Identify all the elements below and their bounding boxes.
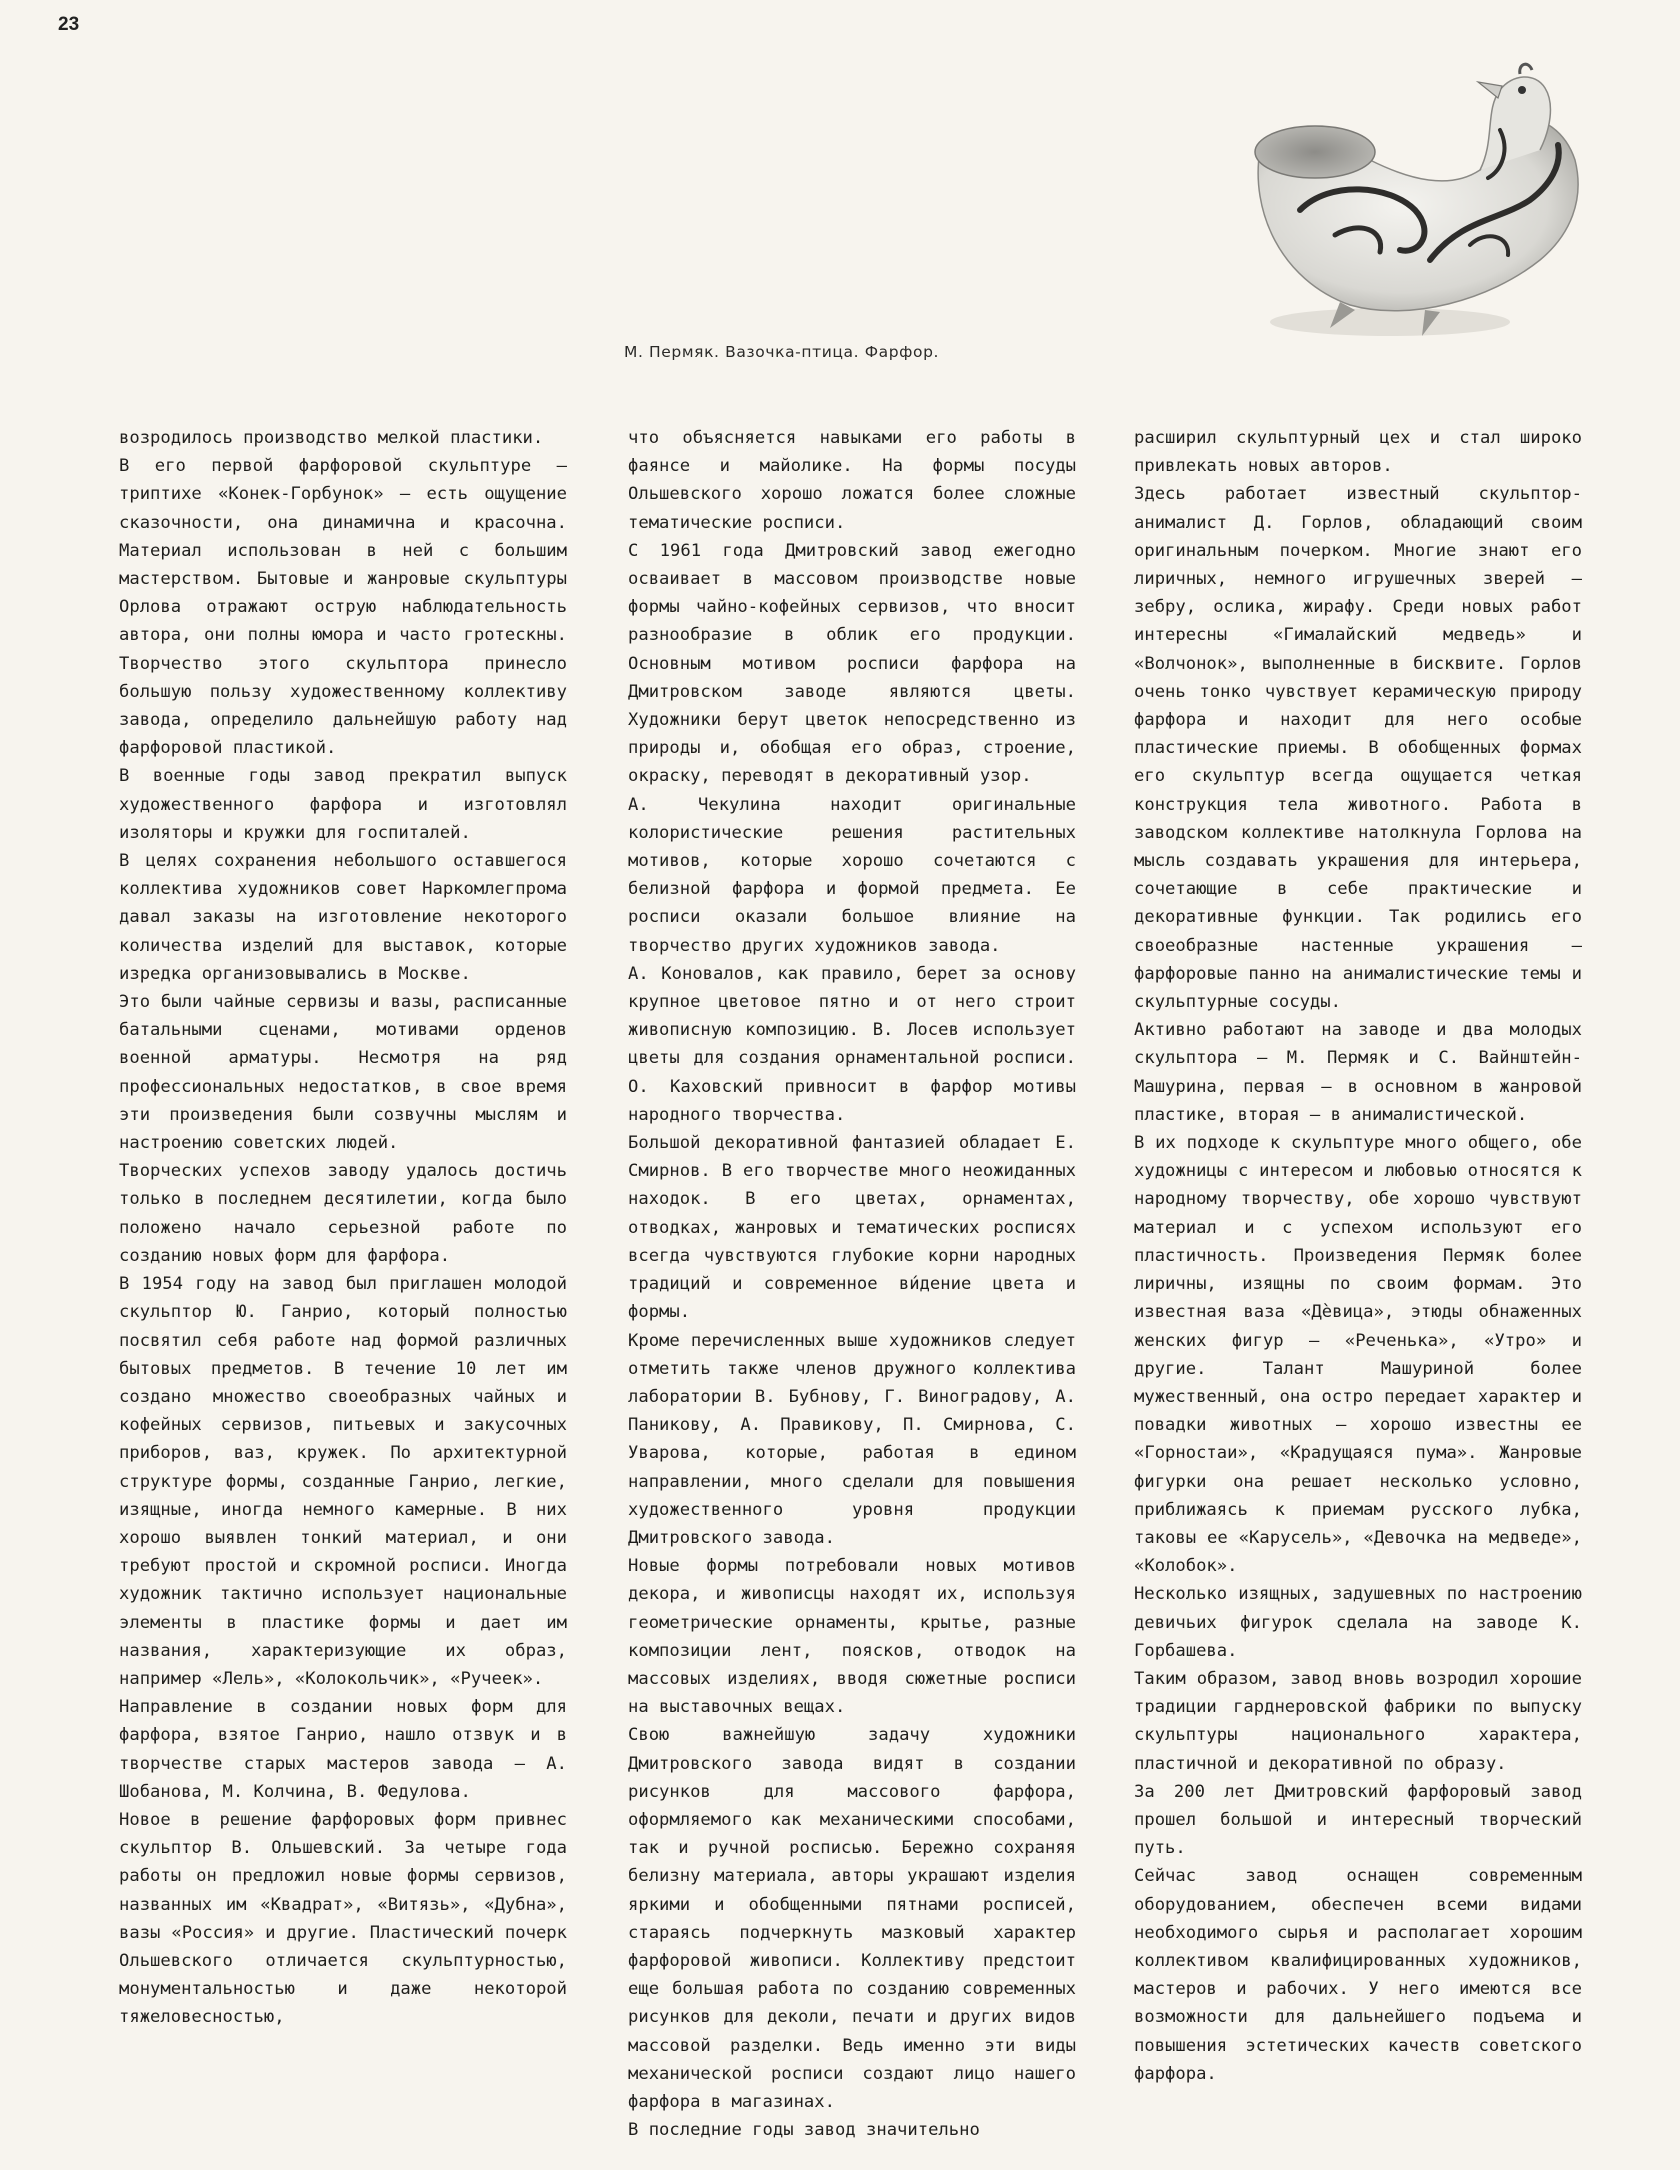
paragraph: Новое в решение фарфоровых форм привнес скульптор В. Ольшевский. За четыре года работы он предложил новые формы сервизов, названных им «Квадрат», «Витязь», «Дубна», вазы «Россия» и другие. Пластический почерк Ольшевского отличается скульптурностью, монументальностью и даже некоторой тяжеловесностью, [119, 1809, 567, 2028]
paragraph: А. Чекулина находит оригинальные колористические решения растительных мотивов, которые хорошо сочетаются с белизной фарфора и формой предмета. Ее росписи оказали большое влияние на творчество других художников завода. [628, 794, 1076, 956]
text-column-2 [628, 424, 1076, 2144]
paragraph: что объясняется навыками его работы в фаянсе и майолике. На формы посуды Ольшевского хорошо ложатся более сложные тематические росписи. [628, 428, 1076, 533]
paragraph: Свою важнейшую задачу художники Дмитровского завода видят в создании рисунков для массового фарфора, оформляемого как механическими способами, так и ручной росписью. Бережно сохраняя белизну материала, авторы украшают изделия яркими и обобщенными пятнами росписей, стараясь подчеркнуть мазковый характер фарфоровой живописи. Коллективу предстоит еще большая работа по созданию современных рисунков для деколи, печати и других видов массовой разделки. Ведь именно эти виды механической росписи создают лицо нашего фарфора в магазинах. [628, 1725, 1076, 2112]
paragraph: возродилось производство мелкой пластики. [119, 428, 544, 448]
paragraph: Направление в создании новых форм для фарфора, взятое Ганрио, нашло отзвук и в творчестве старых мастеров завода — А. Шобанова, М. Колчина, В. Федулова. [119, 1697, 567, 1802]
paragraph: расширил скульптурный цех и стал широко привлекать новых авторов. [1134, 428, 1582, 477]
paragraph: Большой декоративной фантазией обладает Е. Смирнов. В его творчестве много неожиданных находок. В его цветах, орнаментах, отводках, жанровых и тематических росписях всегда чувствуются глубокие корни народных традиций и современное ви́дение цвета и формы. [628, 1133, 1076, 1323]
paragraph: Кроме перечисленных выше художников следует отметить также членов дружного коллектива лаборатории В. Бубнову, Г. Виноградову, А. Паникову, А. Правикову, П. Смирнова, С. Уварова, которые, работая в едином направлении, много сделали для повышения художественного уровня продукции Дмитровского завода. [628, 1330, 1076, 1548]
paragraph: А. Коновалов, как правило, берет за основу крупное цветовое пятно и от него строит живописную композицию. В. Лосев использует цветы для создания орнаментальной росписи. О. Каховский привносит в фарфор мотивы народного творчества. [628, 963, 1076, 1125]
paragraph: В его первой фарфоровой скульптуре — триптихе «Конек-Горбунок» — есть ощущение сказочности, она динамична и красочна. Материал использован в ней с большим мастерством. Бытовые и жанровые скульптуры Орлова отражают острую наблюдательность автора, они полны юмора и часто гротескны. Творчество этого скульптора принесло большую пользу художественному коллективу завода, определило дальнейшую работу над фарфоровой пластикой. [119, 456, 567, 759]
text-column-3 [1134, 424, 1582, 2088]
paragraph: В военные годы завод прекратил выпуск художественного фарфора и изготовлял изоляторы и кружки для госпиталей. [119, 766, 567, 843]
paragraph: С 1961 года Дмитровский завод ежегодно осваивает в массовом производстве новые формы чайно-кофейных сервизов, что вносит разнообразие в облик его продукции. Основным мотивом росписи фарфора на Дмитровском заводе являются цветы. Художники берут цветок непосредственно из природы и, обобщая его образ, строение, окраску, переводят в декоративный узор. [628, 540, 1076, 787]
text-column-1 [119, 424, 567, 2032]
paragraph: Сейчас завод оснащен современным оборудованием, обеспечен всеми видами необходимого сырья и располагает хорошим коллективом квалифицированных художников, мастеров и рабочих. У него имеются все возможности для дальнейшего подъема и повышения эстетических качеств советского фарфора. [1134, 1866, 1582, 2084]
bird-vase-illustration [1240, 60, 1590, 360]
paragraph: В последние годы завод значительно [628, 2120, 980, 2141]
paragraph: Активно работают на заводе и два молодых скульптора — М. Пермяк и С. Вайнштейн-Машурина, первая — в основном в жанровой пластике, вторая — в анималистической. [1134, 1020, 1582, 1125]
paragraph: Здесь работает известный скульптор-анималист Д. Горлов, обладающий своим оригинальным почерком. Многие знают его лиричных, немного игрушечных зверей — зебру, ослика, жирафу. Среди новых работ интересны «Гималайский медведь» и «Волчонок», выполненные в бисквите. Горлов очень тонко чувствует керамическую природу фарфора и находит для него особые пластические приемы. В обобщенных формах его скульптур всегда ощущается четкая конструкция тела животного. Работа в заводском коллективе натолкнула Горлова на мысль создавать украшения для интерьера, сочетающие в себе практические и декоративные функции. Так родились его своеобразные настенные украшения — фарфоровые панно на анималистические темы и скульптурные сосуды. [1134, 484, 1582, 1013]
page-number: 23 [58, 14, 80, 35]
paragraph: Это были чайные сервизы и вазы, расписанные батальными сценами, мотивами орденов военной арматуры. Несмотря на ряд профессиональных недостатков, в свое время эти произведения были созвучны мыслям и настроению советских людей. [119, 992, 567, 1154]
article-body [119, 424, 1619, 2144]
paragraph: Творческих успехов заводу удалось достичь только в последнем десятилетии, когда было положено начало серьезной работе по созданию новых форм для фарфора. [119, 1161, 567, 1266]
paragraph: Несколько изящных, задушевных по настроению девичьих фигурок сделала на заводе К. Горбашева. [1134, 1584, 1582, 1661]
paragraph: Новые формы потребовали новых мотивов декора, и живописцы находят их, используя геометрические орнаменты, крытье, разные композиции лент, поясков, отводок на массовых изделиях, вводя сюжетные росписи на выставочных вещах. [628, 1556, 1076, 1718]
paragraph: В 1954 году на завод был приглашен молодой скульптор Ю. Ганрио, который полностью посвятил себя работе над формой различных бытовых предметов. В течение 10 лет им создано множество своеобразных чайных и кофейных сервизов, питьевых и закусочных приборов, ваз, кружек. По архитектурной структуре формы, созданные Ганрио, легкие, изящные, иногда немного камерные. В них хорошо выявлен тонкий материал, и они требуют простой и скромной росписи. Иногда художник тактично использует национальные элементы в пластике формы и дает им названия, характеризующие их образ, например «Лель», «Колокольчик», «Ручеек». [119, 1274, 567, 1689]
paragraph: В целях сохранения небольшого оставшегося коллектива художников совет Наркомлегпрома давал заказы на изготовление некоторого количества изделий для выставок, которые изредка организовывались в Москве. [119, 851, 567, 984]
figure-caption: М. Пермяк. Вазочка-птица. Фарфор. [624, 343, 940, 361]
paragraph: В их подходе к скульптуре много общего, обе художницы с интересом и любовью относятся к народному творчеству, обе хорошо чувствуют материал и с успехом используют его пластичность. Произведения Пермяк более лиричны, изящны по своим формам. Это известная ваза «Дѐвица», этюды обнаженных женских фигур — «Реченька», «Утро» и другие. Талант Машуриной более мужественный, она остро передает характер и повадки животных — хорошо известны ее «Горностаи», «Крадущаяся пума». Жанровые фигурки она решает несколько условно, приближаясь к приемам русского лубка, таковы ее «Карусель», «Девочка на медведе», «Колобок». [1134, 1133, 1582, 1577]
paragraph: Таким образом, завод вновь возродил хорошие традиции гарднеровской фабрики по выпуску скульптуры национального характера, пластичной и декоративной по образу. [1134, 1668, 1582, 1774]
paragraph: За 200 лет Дмитровский фарфоровый завод прошел большой и интересный творческий путь. [1134, 1781, 1582, 1859]
